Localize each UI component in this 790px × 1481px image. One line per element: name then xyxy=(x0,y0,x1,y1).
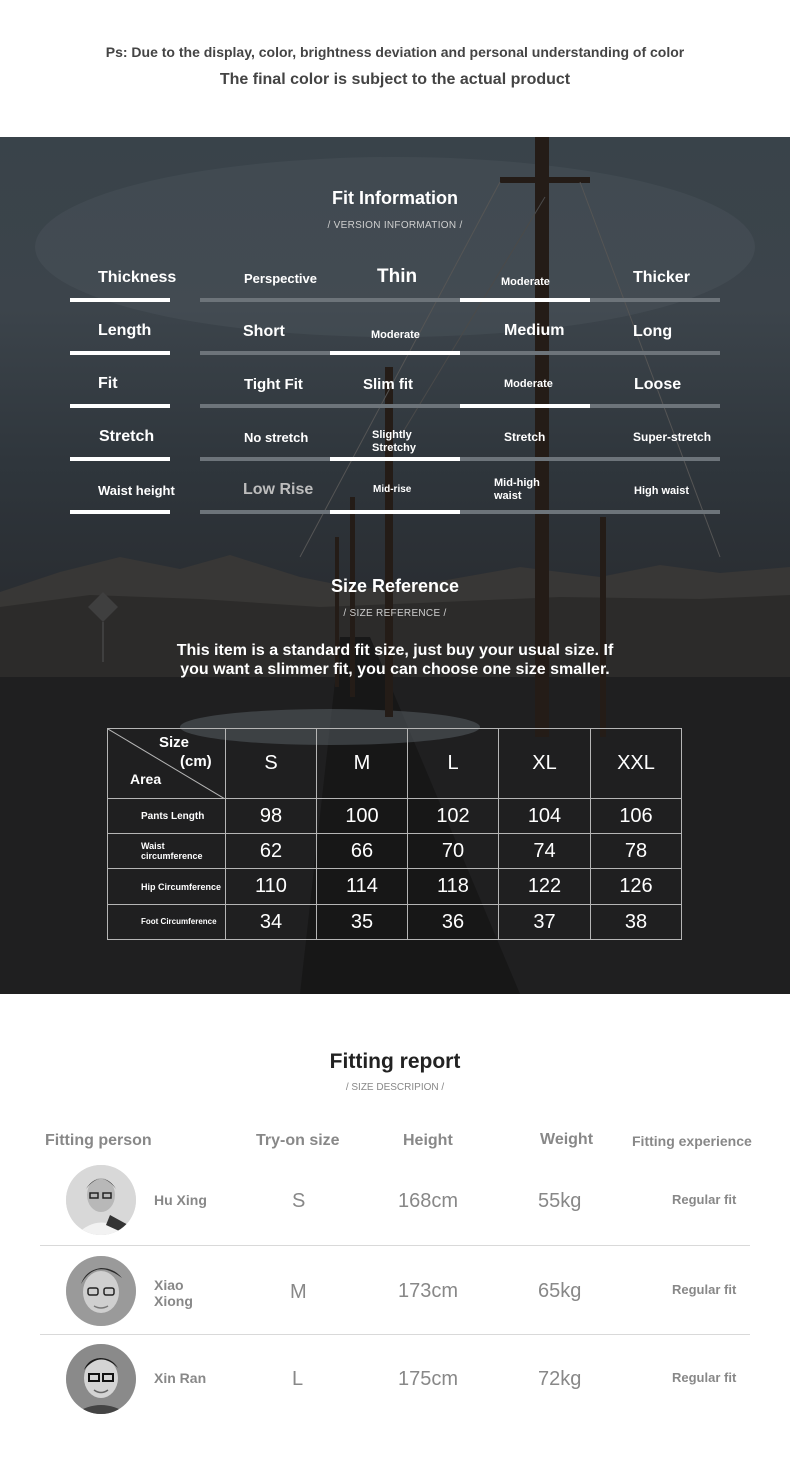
size-header: XL xyxy=(499,729,591,799)
label-underline xyxy=(70,457,170,461)
person-weight: 72kg xyxy=(538,1368,582,1390)
table-corner xyxy=(108,729,226,799)
fit-label-stretch: Stretch xyxy=(99,428,155,445)
option-high-waist: High waist xyxy=(634,485,690,497)
size-header: S xyxy=(226,729,317,799)
size-header: XXL xyxy=(591,729,682,799)
table-row xyxy=(108,834,682,869)
table-cell: 104 xyxy=(499,799,591,834)
table-cell: 100 xyxy=(317,799,408,834)
size-ref-title: Size Reference xyxy=(330,576,460,596)
fit-label-waist-height: Waist height xyxy=(98,483,175,498)
option-moderate: Moderate xyxy=(371,329,420,341)
label-underline xyxy=(70,298,170,302)
header-experience: Fitting experience xyxy=(632,1133,752,1149)
fit-info-title: Fit Information xyxy=(332,188,458,208)
person-photo-icon xyxy=(66,1256,136,1326)
person-experience: Regular fit xyxy=(672,1370,737,1385)
table-row xyxy=(108,869,682,905)
person-name: Xin Ran xyxy=(154,1370,207,1386)
person-name xyxy=(154,1277,202,1309)
option-tight-fit: Tight Fit xyxy=(244,376,303,393)
person-height: 175cm xyxy=(398,1368,459,1390)
table-cell: 106 xyxy=(591,799,682,834)
size-header: L xyxy=(408,729,499,799)
size-advice-line1: This item is a standard fit size, just buy your usual size. If xyxy=(176,642,614,659)
option-perspective: Perspective xyxy=(244,271,317,286)
scale-track xyxy=(200,457,720,461)
table-row xyxy=(108,905,682,940)
option-no-stretch: No stretch xyxy=(244,430,309,445)
corner-size-label: Size xyxy=(159,734,190,751)
scale-selected xyxy=(330,510,460,514)
table-cell: 34 xyxy=(226,905,317,940)
color-disclaimer-note: The final color is subject to the actual product xyxy=(219,71,571,88)
person-height: 173cm xyxy=(398,1280,459,1302)
scale-track xyxy=(200,510,720,514)
corner-unit-label: (cm) xyxy=(180,753,212,770)
header-person: Fitting person xyxy=(45,1132,152,1149)
scale-track xyxy=(200,351,720,355)
option-moderate: Moderate xyxy=(504,378,553,390)
row-label: Waist circumference xyxy=(108,834,226,869)
person-experience: Regular fit xyxy=(672,1192,737,1207)
table-cell: 74 xyxy=(499,834,591,869)
table-cell: 38 xyxy=(591,905,682,940)
size-table xyxy=(107,728,682,940)
header-height: Height xyxy=(403,1132,453,1149)
size-header: M xyxy=(317,729,408,799)
table-row xyxy=(108,799,682,834)
size-advice-line2: you want a slimmer fit, you can choose one size smaller. xyxy=(180,661,610,678)
person-name-text: Xiao Xiong xyxy=(154,1277,193,1309)
row-label: Pants Length xyxy=(108,799,226,834)
option-slim-fit: Slim fit xyxy=(363,376,414,393)
row-label: Foot Circumference xyxy=(108,905,226,940)
label-underline xyxy=(70,510,170,514)
option-thicker: Thicker xyxy=(633,269,690,286)
scale-selected xyxy=(460,404,590,408)
size-ref-subtitle: / SIZE REFERENCE / xyxy=(343,608,447,619)
option-moderate: Moderate xyxy=(501,276,550,288)
option-mid-high-waist: Mid-high waist xyxy=(494,477,540,502)
table-cell: 35 xyxy=(317,905,408,940)
fit-label-fit: Fit xyxy=(98,375,118,392)
table-cell: 122 xyxy=(499,869,591,905)
option-slightly-stretchy: Slightly Stretchy xyxy=(372,429,417,454)
person-height: 168cm xyxy=(398,1190,459,1212)
avatar xyxy=(66,1165,136,1235)
size-chart xyxy=(107,728,682,940)
option-stretch: Stretch xyxy=(504,430,546,444)
person-photo-icon xyxy=(66,1344,136,1414)
table-cell: 126 xyxy=(591,869,682,905)
fit-label-thickness: Thickness xyxy=(98,269,177,286)
scale-selected xyxy=(330,351,460,355)
row-label: Hip Circumference xyxy=(108,869,226,905)
avatar xyxy=(66,1344,136,1414)
color-disclaimer: Ps: Due to the display, color, brightness deviation and personal understanding of color xyxy=(105,44,685,60)
person-photo-icon xyxy=(66,1165,136,1235)
fitting-report-title: Fitting report xyxy=(329,1050,461,1073)
person-weight: 65kg xyxy=(538,1280,582,1302)
avatar xyxy=(66,1256,136,1326)
corner-area-label: Area xyxy=(130,771,162,787)
person-size: L xyxy=(292,1368,304,1390)
option-mid-rise: Mid-rise xyxy=(373,484,412,495)
table-cell: 70 xyxy=(408,834,499,869)
person-size: M xyxy=(290,1281,307,1303)
table-cell: 62 xyxy=(226,834,317,869)
table-cell: 66 xyxy=(317,834,408,869)
row-divider xyxy=(40,1334,750,1335)
label-underline xyxy=(70,404,170,408)
option-short: Short xyxy=(243,323,285,340)
person-size: S xyxy=(292,1190,306,1212)
option-loose: Loose xyxy=(634,376,682,393)
person-name: Hu Xing xyxy=(154,1192,207,1208)
table-cell: 98 xyxy=(226,799,317,834)
table-cell: 78 xyxy=(591,834,682,869)
scale-selected xyxy=(460,298,590,302)
option-long: Long xyxy=(633,323,673,340)
table-cell: 114 xyxy=(317,869,408,905)
scale-selected xyxy=(330,457,460,461)
header-weight: Weight xyxy=(540,1131,594,1148)
table-cell: 37 xyxy=(499,905,591,940)
table-cell: 110 xyxy=(226,869,317,905)
fit-info-subtitle: / VERSION INFORMATION / xyxy=(327,220,463,231)
header-size: Try-on size xyxy=(256,1132,340,1149)
option-thin: Thin xyxy=(377,266,418,287)
person-weight: 55kg xyxy=(538,1190,582,1212)
table-cell: 118 xyxy=(408,869,499,905)
fitting-report-subtitle: / SIZE DESCRIPION / xyxy=(345,1082,445,1093)
label-underline xyxy=(70,351,170,355)
option-super-stretch: Super-stretch xyxy=(633,430,712,444)
table-cell: 36 xyxy=(408,905,499,940)
person-experience: Regular fit xyxy=(672,1282,737,1297)
fit-label-length: Length xyxy=(98,322,152,339)
option-medium: Medium xyxy=(504,322,565,339)
row-divider xyxy=(40,1245,750,1246)
option-low-rise: Low Rise xyxy=(243,481,314,498)
table-cell: 102 xyxy=(408,799,499,834)
